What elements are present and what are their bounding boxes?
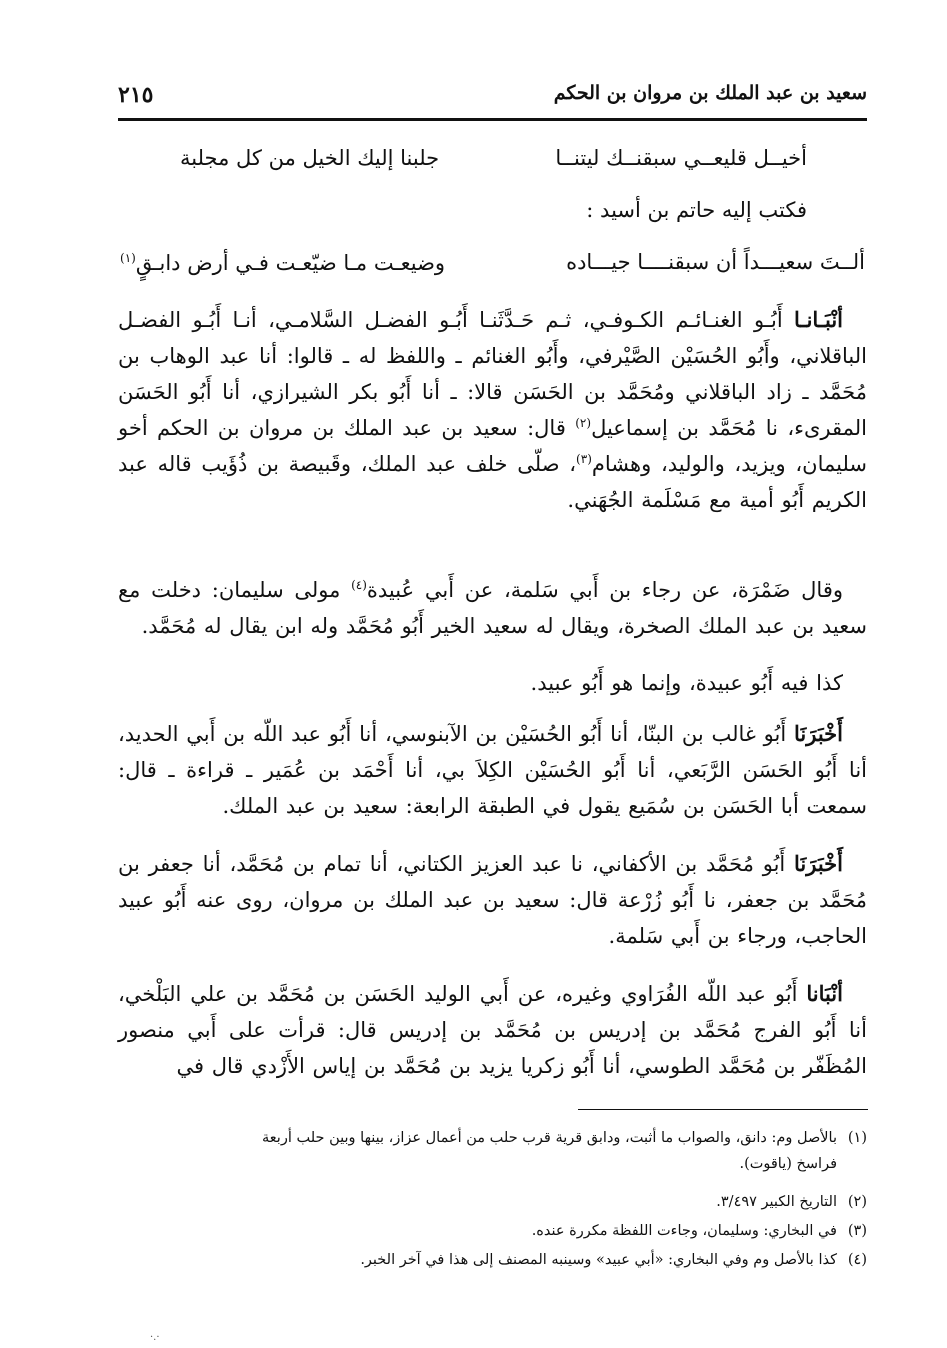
footnote-2-number: (٢) bbox=[847, 1194, 867, 1210]
paragraph-1 bbox=[118, 302, 867, 518]
verse2-left-hemistich bbox=[120, 252, 445, 274]
paragraph-2-text: وقال ضَمْرَة، عن رجاء بن أَبي سَلمة، عن أَبي عُبيدة bbox=[366, 578, 843, 602]
footnote-3 bbox=[118, 1218, 867, 1244]
footnote-3-text: في البخاري: وسليمان، وجاءت اللفظة مكررة عنده. bbox=[531, 1223, 837, 1239]
footnote-2 bbox=[118, 1189, 867, 1215]
paragraph-1-text: أَبُـو الغنـائـم الكـوفـي، ثـم حَـدَّثَنـا أَبُـو الفضـل السَّلامـي، أنـا أَبُـو الفضـل الباقلاني، وأَبُو الحُسَيْن الصَّيْرفي، وأَبُو الغنائم ـ واللفظ له ـ قالوا: أنا عبد الوهاب بن مُحَمَّد ـ زاد الباقلاني ومُحَمَّد بن الحَسَن قالا: ـ أنا أَبُو بكر الشيرازي، أنا أَبُو الحَسَن المقرىء، نا مُحَمَّد بن إسماعيل bbox=[118, 308, 867, 440]
paragraph-4-lead: أَخْبَرَنَا bbox=[794, 721, 843, 746]
header-rule bbox=[118, 118, 867, 121]
scan-speck: ·.· bbox=[150, 1332, 160, 1343]
paragraph-1-text-3: ، صلّى خلف عبد الملك، وقَبيصة بن ذُؤَيب قاله عبد الكريم أَبُو أمية مع مَسْلَمة الجُهَني. bbox=[118, 452, 867, 512]
footnote-4 bbox=[118, 1247, 867, 1273]
footnote-4-number: (٤) bbox=[847, 1252, 867, 1268]
footnote-separator bbox=[578, 1109, 868, 1110]
footnote-ref-4: (٤) bbox=[351, 578, 367, 592]
footnote-4-text: كذا بالأصل وم وفي البخاري: «أبي عبيد» وسينبه المصنف إلى هذا في آخر الخبر. bbox=[360, 1252, 837, 1268]
paragraph-4-text: أَبُو غالب بن البنّا، أنا أَبُو الحُسَيْن بن الآبنوسي، أنا أَبُو عبد اللّه بن أَبي الحديد، أنا أَبُو الحَسَن الرَّبَعي، أنا أَبُو الحُسَيْن الكِلاَ بي، أنا أَحْمَد بن عُمَير ـ قراءة ـ قال: سمعت أبا الحَسَن بن سُمَيع يقول في الطبقة الرابعة: سعيد بن عبد الملك. bbox=[118, 722, 867, 818]
paragraph-2 bbox=[118, 572, 867, 644]
footnote-1-number: (١) bbox=[847, 1130, 867, 1146]
paragraph-5-text: أَبُو مُحَمَّد بن الأكفاني، نا عبد العزيز الكتاني، أنا تمام بن مُحَمَّد، أنا جعفر بن مُحَمَّد بن جعفر، نا أَبُو زُرْعة قال: سعيد بن عبد الملك بن مروان، روى عنه أَبُو عبيد الحاجب، ورجاء بن أَبي سَلمة. bbox=[118, 852, 867, 948]
chapter-title: سعيد بن عبد الملك بن مروان بن الحكم bbox=[553, 82, 867, 104]
paragraph-6-text: أَبُو عبد اللّه الفُرَاوي وغيره، عن أَبي الوليد الحَسَن بن مُحَمَّد بن علي البَلْخي، أنا أَبُو الفرج مُحَمَّد بن إدريس بن مُحَمَّد بن إدريس قال: قرأت على أَبي منصور المُظَفّر بن مُحَمَّد الطوسي، أنا أَبُو زكريا يزيد بن مُحَمَّد بن إياس الأَزْدي قال في bbox=[118, 982, 867, 1078]
paragraph-4 bbox=[118, 716, 867, 824]
footnote-ref-2: (٢) bbox=[575, 416, 592, 430]
paragraph-6 bbox=[118, 976, 867, 1084]
paragraph-1-text-2: قال: سعيد بن عبد الملك بن مروان بن الحكم أخو سليمان، ويزيد، والوليد، وهشام bbox=[118, 416, 867, 476]
paragraph-1-lead: أنْبَـانـا bbox=[794, 307, 843, 332]
paragraph-3-text: كذا فيه أَبُو عبيدة، وإنما هو أَبُو عبيد. bbox=[530, 671, 843, 695]
paragraph-2-text-2: مولى سليمان: دخلت مع سعيد بن عبد الملك الصخرة، ويقال له سعيد الخير أَبُو مُحَمَّد وله ابن يقال له مُحَمَّد. bbox=[118, 578, 867, 638]
footnote-2-text: التاريخ الكبير ٣/٤٩٧. bbox=[716, 1194, 837, 1210]
paragraph-6-lead: أنْبَانا bbox=[806, 981, 843, 1006]
verse2-right-hemistich: ألــتَ سعيـــداً أن سبقنــــا جيـــاده bbox=[566, 250, 865, 274]
verse1-right-hemistich: أخيــل قليعــي سبقنــك ليتنــا bbox=[555, 146, 807, 170]
footnote-1-continuation: فراسخ (ياقوت). bbox=[739, 1156, 837, 1172]
verse-intro: فكتب إليه حاتم بن أسيد : bbox=[586, 198, 807, 222]
footnote-1 bbox=[118, 1125, 867, 1177]
paragraph-5 bbox=[118, 846, 867, 954]
verse2-left-text: وضيعـت مـا ضيّعـت فـي أرض دابـقٍ bbox=[135, 251, 446, 275]
footnote-ref-3: (٣) bbox=[576, 452, 592, 466]
paragraph-5-lead: أَخْبَرَنَا bbox=[794, 851, 843, 876]
page-number: ٢١٥ bbox=[118, 82, 154, 108]
verse1-left-hemistich: جلبنا إليك الخيل من كل مجلبة bbox=[180, 146, 440, 170]
footnote-ref-1: (١) bbox=[120, 251, 136, 265]
footnote-3-number: (٣) bbox=[847, 1223, 867, 1239]
footnote-1-text: بالأصل وم: دانق، والصواب ما أثبت، ودابق قرية قرب حلب من أعمال عزاز، بينها وبين حلب أربعة bbox=[262, 1130, 837, 1146]
running-header bbox=[118, 82, 867, 118]
paragraph-3 bbox=[118, 665, 867, 701]
